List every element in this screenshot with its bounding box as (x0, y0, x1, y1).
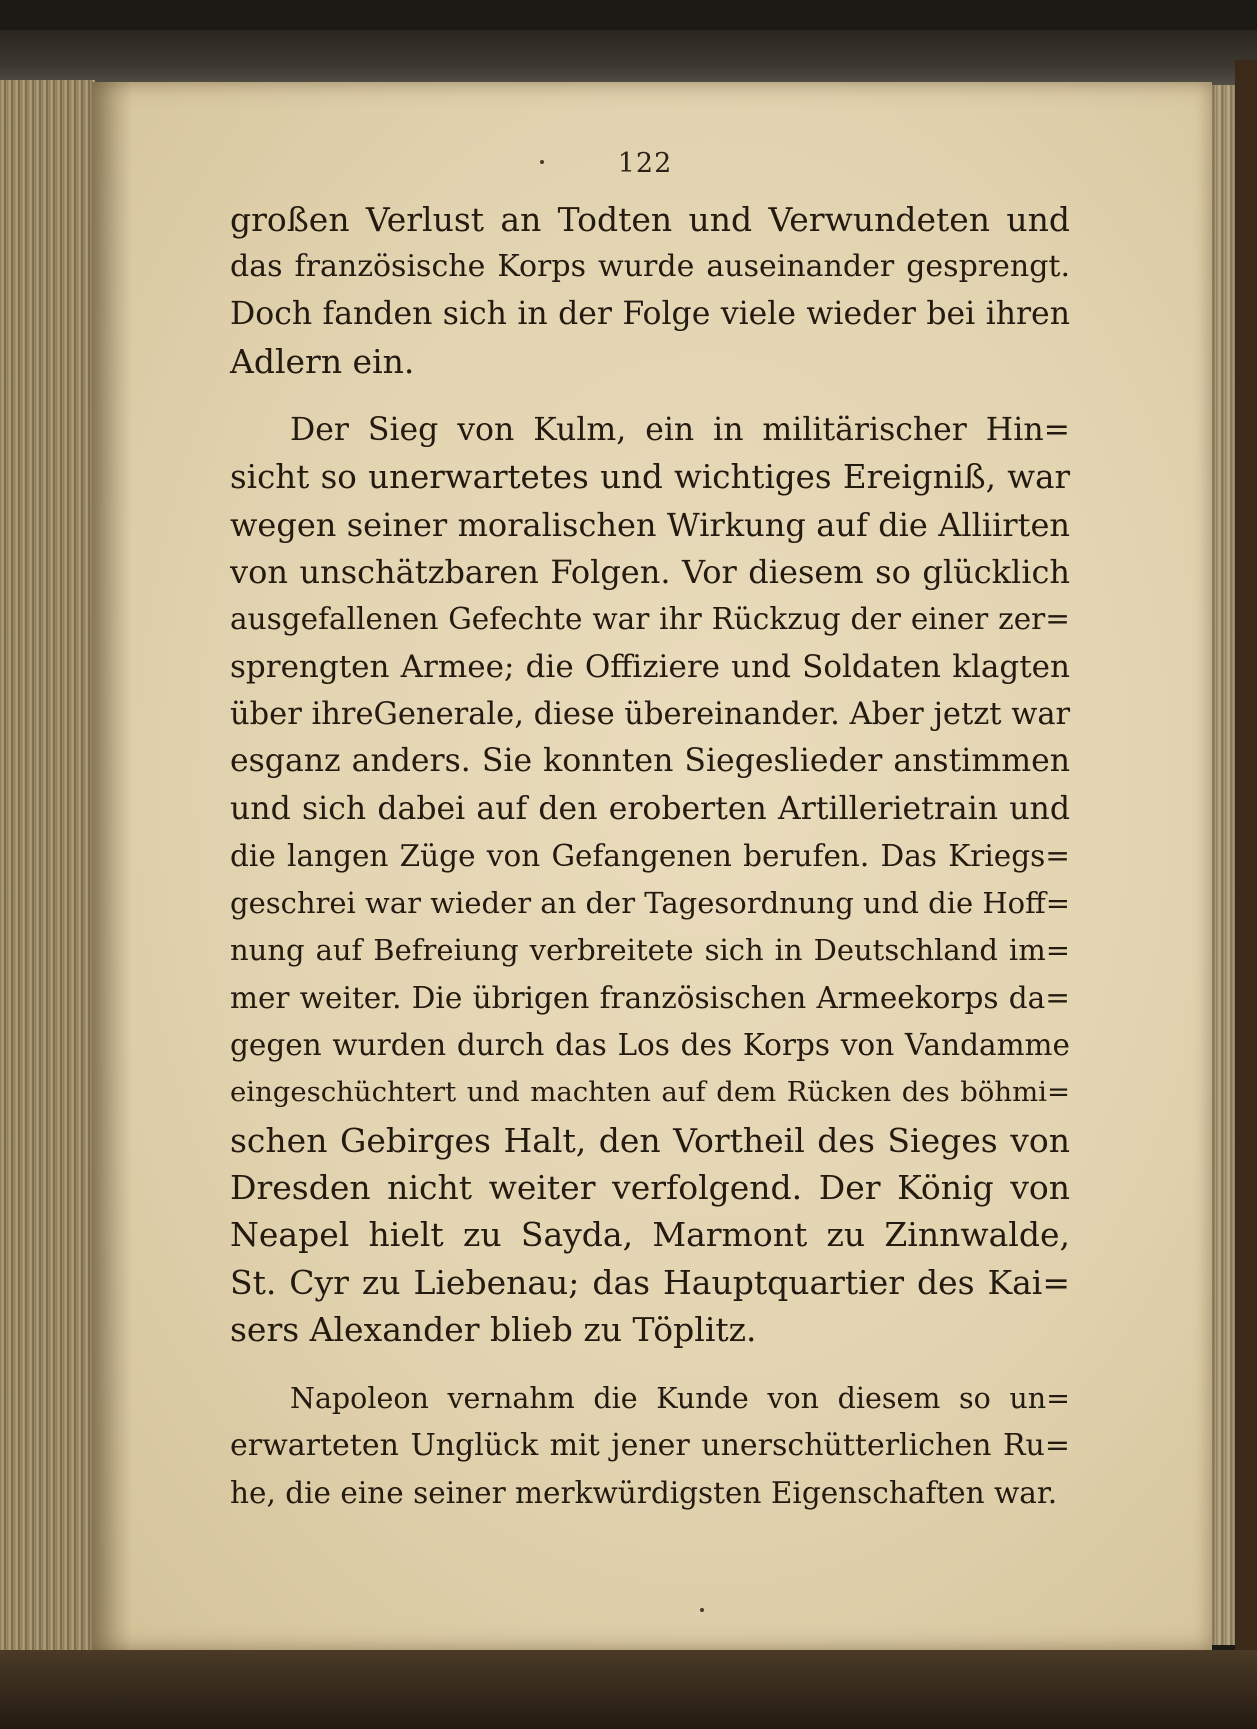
paragraph-gap (230, 1353, 1070, 1375)
text-line: mer weiter. Die übrigen französischen Armeekorps da= (230, 980, 1070, 1015)
paragraph-gap (230, 385, 1070, 407)
text-line: eingeschüchtert und machten auf dem Rücken des böhmi= (230, 1076, 1070, 1109)
text-line: das französische Korps wurde auseinander gesprengt. (230, 249, 1070, 285)
gutter-shadow (92, 82, 132, 1650)
text-line: schen Gebirges Halt, den Vortheil des Sieges von (230, 1120, 1070, 1160)
text-line: geschrei war wieder an der Tagesordnung und die Hoff= (230, 886, 1070, 921)
body-text (230, 196, 1070, 1517)
speck-mark (700, 1608, 704, 1612)
book-bottom-edge (0, 1650, 1257, 1729)
text-line: sers Alexander blieb zu Töplitz. (230, 1309, 757, 1349)
text-line: und sich dabei auf den eroberten Artillerietrain und (230, 790, 1070, 827)
text-line: gegen wurden durch das Los des Korps von Vandamme (230, 1028, 1070, 1063)
text-line: Napoleon vernahm die Kunde von diesem so un= (290, 1382, 1070, 1416)
text-line: die langen Züge von Gefangenen berufen. Das Kriegs= (230, 838, 1070, 873)
text-line: ausgefallenen Gefechte war ihr Rückzug der einer zer= (230, 602, 1070, 637)
text-line: he, die eine seiner merkwürdigsten Eigenschaften war. (230, 1475, 1058, 1510)
text-line: St. Cyr zu Liebenau; das Hauptquartier des Kai= (230, 1262, 1070, 1302)
text-line: esganz anders. Sie konnten Siegeslieder anstimmen (230, 743, 1070, 780)
book-top-edge (0, 30, 1257, 90)
text-line: sprengten Armee; die Offiziere und Soldaten klagten (230, 648, 1070, 685)
page-number: 122 (617, 148, 673, 179)
speck-mark (540, 160, 544, 164)
text-line: erwarteten Unglück mit jener unerschütterlichen Ru= (230, 1428, 1070, 1464)
text-line: Neapel hielt zu Sayda, Marmont zu Zinnwalde, (230, 1215, 1070, 1255)
text-line: sicht so unerwartetes und wichtiges Ereigniß, war (230, 458, 1070, 497)
text-line: von unschätzbaren Folgen. Vor diesem so glücklich (230, 553, 1070, 592)
book-cover-edge (1235, 60, 1257, 1660)
text-line: Doch fanden sich in der Folge viele wieder bei ihren (230, 295, 1070, 332)
left-page-stack (0, 80, 95, 1650)
text-line: über ihreGenerale, diese übereinander. Aber jetzt war (230, 696, 1071, 732)
text-line: Der Sieg von Kulm, ein in militärischer Hin= (290, 412, 1070, 449)
text-line: Adlern ein. (230, 341, 415, 381)
text-line: wegen seiner moralischen Wirkung auf die Alliirten (230, 505, 1070, 544)
text-line: Dresden nicht weiter verfolgend. Der König von (230, 1167, 1070, 1207)
text-line: großen Verlust an Todten und Verwundeten und (230, 200, 1070, 239)
text-line: nung auf Befreiung verbreitete sich in Deutschland im= (230, 933, 1070, 968)
